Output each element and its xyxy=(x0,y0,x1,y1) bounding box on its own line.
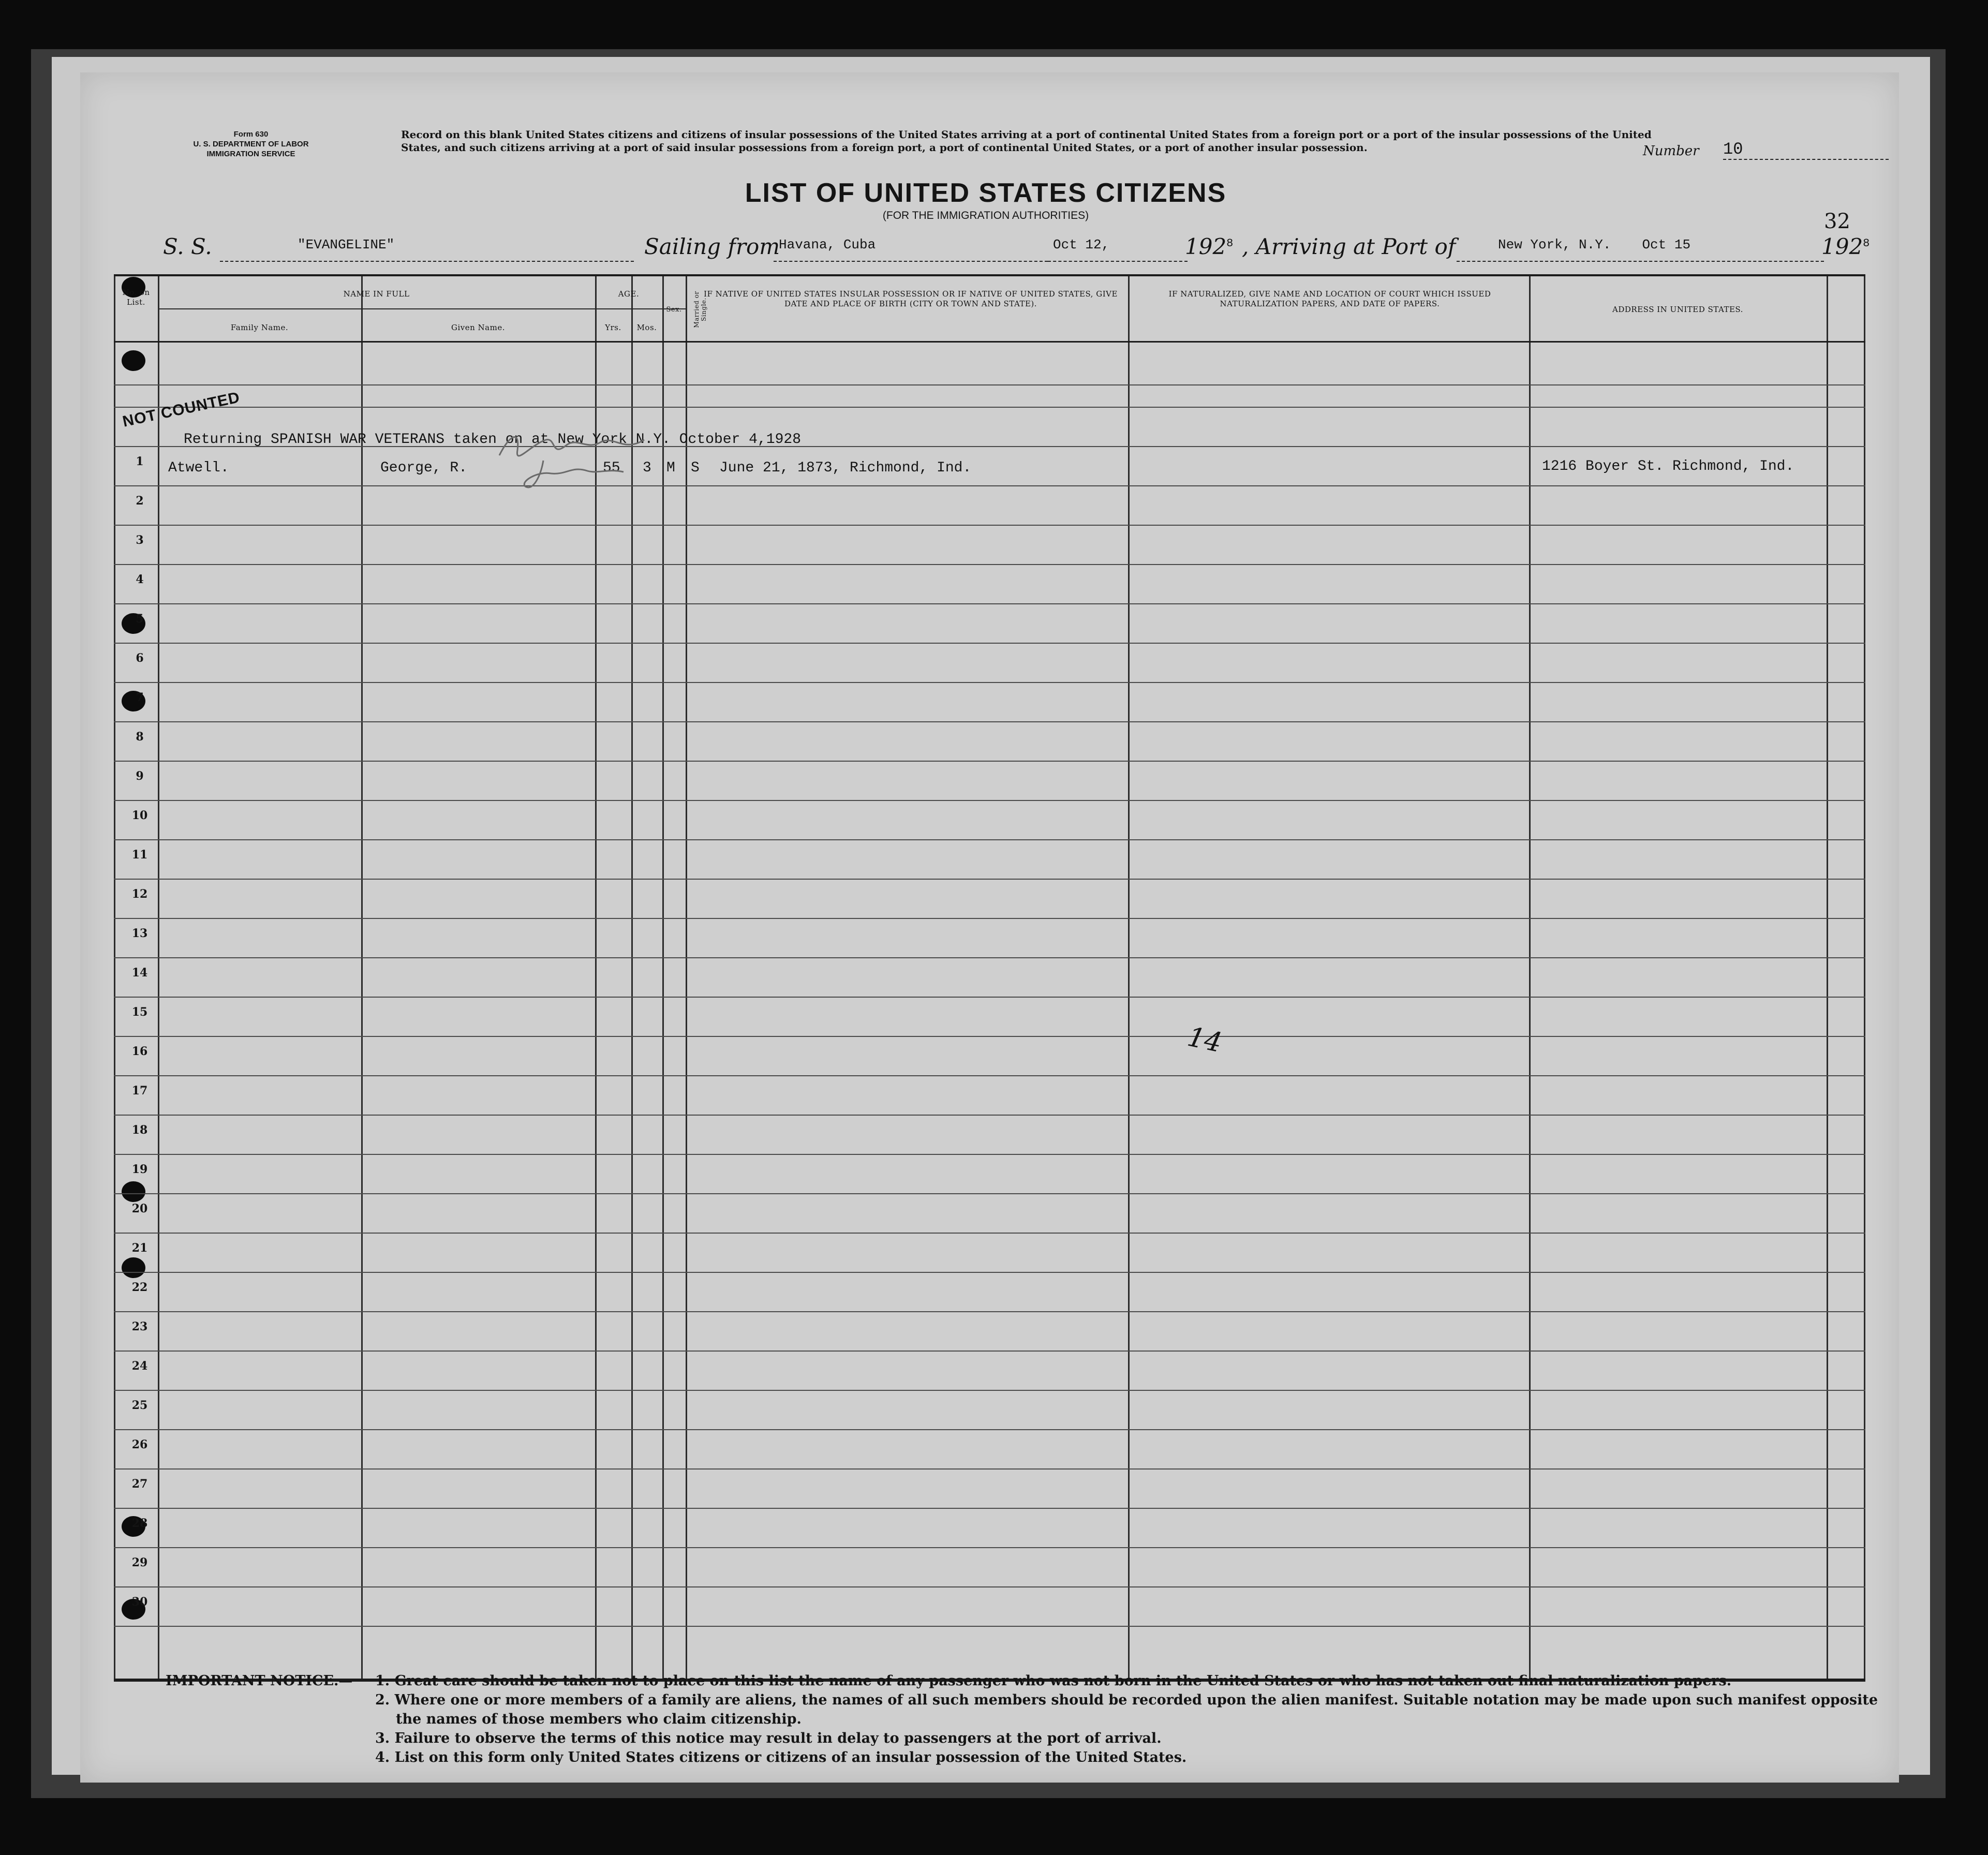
row-rule xyxy=(114,1193,1865,1194)
row-number: 16 xyxy=(131,1045,148,1058)
year-two-prefix: 192 xyxy=(1821,234,1863,259)
row-number: 19 xyxy=(131,1163,148,1176)
row-rule xyxy=(114,1626,1865,1627)
row-rule xyxy=(114,564,1865,565)
age-years-cell: 55 xyxy=(603,460,620,476)
service-name: IMMIGRATION SERVICE xyxy=(206,150,295,158)
not-counted-stamp: NOT COUNTED xyxy=(121,389,242,431)
notice-item: 1. Great care should be taken not to place on this list the name of any passenger who was not born in the United States or who has not taken out final naturalization papers. xyxy=(375,1673,1732,1689)
to-date: Oct 15 xyxy=(1642,237,1691,253)
col-head-name-in-full: NAME IN FULL xyxy=(343,289,410,299)
sex-cell: M xyxy=(666,460,675,476)
row-number: 22 xyxy=(131,1281,148,1294)
form-identifier xyxy=(142,129,360,159)
col-head-given-name: Given Name. xyxy=(451,323,505,332)
header-notice: Record on this blank United States citizens and citizens of insular possessions of the United States arriving at a port of continental United States from a foreign port or a port of the insular possessions of the United States, and such citizens arriving at a port of said insular possessions from a foreign port, a port of continental United States, or a port of another insular possession. xyxy=(401,128,1652,154)
row-number: 5 xyxy=(136,612,144,626)
row-number: 15 xyxy=(131,1005,148,1019)
page-title: LIST OF UNITED STATES CITIZENS xyxy=(745,178,1227,208)
row-number: 27 xyxy=(131,1477,148,1491)
row-rule xyxy=(114,1547,1865,1548)
row-rule xyxy=(114,682,1865,683)
notice-item: 4. List on this form only United States citizens or citizens of an insular possession of the United States. xyxy=(375,1749,1187,1765)
form-number: Form 630 xyxy=(233,130,269,139)
row-number: 9 xyxy=(136,769,144,783)
row-rule xyxy=(114,1468,1865,1470)
row-rule xyxy=(114,643,1865,644)
col-head-sex: Sex. xyxy=(666,306,682,314)
row-rule xyxy=(114,721,1865,722)
notice-item: 3. Failure to observe the terms of this notice may result in delay to passengers at the port of arrival. xyxy=(375,1730,1162,1746)
annotation-line: Returning SPANISH WAR VETERANS taken on at New York N.Y. October 4,1928 xyxy=(184,432,801,448)
row-rule xyxy=(114,407,1865,408)
to-port: New York, N.Y. xyxy=(1498,237,1611,253)
row-number: 26 xyxy=(131,1438,148,1451)
col-head-naturalized: IF NATURALIZED, GIVE NAME AND LOCATION OF COURT WHICH ISSUED NATURALIZATION PAPERS, AND DATE OF PAPERS. xyxy=(1168,289,1491,308)
ss-label: S. S. xyxy=(163,234,212,259)
col-head-birth: IF NATIVE OF UNITED STATES INSULAR POSSESSION OR IF NATIVE OF UNITED STATES, GIVE DATE AND PLACE OF BIRTH (CITY OR TOWN AND STATE). xyxy=(704,289,1118,308)
ship-name xyxy=(220,237,634,262)
arriving-label: , Arriving at Port of xyxy=(1242,234,1456,259)
row-number: 10 xyxy=(131,809,148,822)
row-number: 12 xyxy=(131,887,148,901)
row-rule xyxy=(114,800,1865,801)
col-head-family-name: Family Name. xyxy=(230,323,289,332)
row-rule xyxy=(114,1429,1865,1430)
row-rule xyxy=(114,1036,1865,1037)
row-number: 6 xyxy=(136,651,144,665)
row-number: 3 xyxy=(136,533,144,547)
year-one xyxy=(1185,234,1233,258)
row-rule xyxy=(114,1311,1865,1312)
row-rule xyxy=(114,384,1865,385)
row-number: 24 xyxy=(131,1359,148,1373)
ship-name-text: "EVANGELINE" xyxy=(298,237,395,253)
row-number: 25 xyxy=(131,1399,148,1412)
row-rule xyxy=(114,1351,1865,1352)
row-rule xyxy=(114,525,1865,526)
given-name-cell: George, R. xyxy=(380,460,468,476)
birth-cell: June 21, 1873, Richmond, Ind. xyxy=(719,460,972,476)
row-rule xyxy=(114,918,1865,919)
col-head-age: AGE. xyxy=(618,289,640,299)
age-months-cell: 3 xyxy=(643,460,651,476)
row-number: 11 xyxy=(131,848,148,862)
row-number: 2 xyxy=(136,494,144,508)
row-number: 29 xyxy=(131,1556,148,1569)
year-one-prefix: 192 xyxy=(1185,234,1227,259)
arrival-port-date xyxy=(1457,237,1824,262)
row-number: 18 xyxy=(131,1123,148,1137)
row-number: 13 xyxy=(131,927,148,940)
family-name-cell: Atwell. xyxy=(168,460,229,476)
sailing-from-label: Sailing from xyxy=(644,234,780,259)
row-number: 1 xyxy=(136,455,144,468)
year-one-suffix: 8 xyxy=(1226,237,1234,250)
col-head-address: ADDRESS IN UNITED STATES. xyxy=(1612,305,1743,314)
row-rule xyxy=(114,1154,1865,1155)
row-rule xyxy=(114,1272,1865,1273)
col-head-yrs: Yrs. xyxy=(605,323,621,332)
notice-lead: IMPORTANT NOTICE.— xyxy=(166,1673,353,1689)
department-name: U. S. DEPARTMENT OF LABOR xyxy=(193,140,309,149)
row-rule xyxy=(114,761,1865,762)
row-number: 23 xyxy=(131,1320,148,1333)
header-bottom-rule xyxy=(114,341,1865,343)
row-number: 4 xyxy=(136,573,144,586)
notice-items xyxy=(375,1671,1886,1767)
manifest-table xyxy=(114,274,1865,1682)
row-rule xyxy=(114,1508,1865,1509)
manifest-sheet xyxy=(80,72,1899,1783)
col-head-no-on-list: No. on List. xyxy=(122,288,150,307)
from-port: Havana, Cuba xyxy=(774,237,1048,262)
row-rule xyxy=(114,1075,1865,1076)
row-rule xyxy=(114,1233,1865,1234)
row-rule xyxy=(114,1390,1865,1391)
notice-item: 2. Where one or more members of a family are aliens, the names of all such members should be recorded upon the alien manifest. Suitable notation may be made upon such manifest opposite the names of those members who claim citizenship. xyxy=(375,1692,1878,1727)
row-number: 21 xyxy=(131,1241,148,1255)
subheader-rule xyxy=(158,308,686,309)
row-number: 28 xyxy=(131,1517,148,1530)
pencil-scribble xyxy=(489,409,665,497)
row-rule xyxy=(114,839,1865,840)
row-number: 30 xyxy=(131,1595,148,1609)
number-value: 10 xyxy=(1723,140,1889,160)
row-rule xyxy=(114,485,1865,486)
row-number: 20 xyxy=(131,1202,148,1215)
page-number: 32 xyxy=(1824,210,1850,233)
handwritten-number: 14 xyxy=(1184,1021,1225,1059)
row-number: 17 xyxy=(131,1084,148,1097)
row-rule xyxy=(114,1586,1865,1587)
row-number: 8 xyxy=(136,730,144,744)
col-head-mos: Mos. xyxy=(636,323,657,332)
row-number: 14 xyxy=(131,966,148,980)
row-rule xyxy=(114,879,1865,880)
number-label: Number xyxy=(1643,143,1699,159)
page-subtitle: (FOR THE IMMIGRATION AUTHORITIES) xyxy=(882,210,1089,221)
year-two xyxy=(1821,234,1870,258)
year-two-suffix: 8 xyxy=(1863,237,1870,250)
row-rule xyxy=(114,1115,1865,1116)
row-rule xyxy=(114,957,1865,958)
address-cell: 1216 Boyer St. Richmond, Ind. xyxy=(1542,458,1794,474)
row-rule xyxy=(114,997,1865,998)
row-rule xyxy=(114,603,1865,604)
row-number: 7 xyxy=(136,691,144,704)
from-date: Oct 12, xyxy=(1048,237,1188,262)
marital-cell: S xyxy=(691,460,700,476)
col-head-married-single: Married or Single. xyxy=(693,291,707,328)
